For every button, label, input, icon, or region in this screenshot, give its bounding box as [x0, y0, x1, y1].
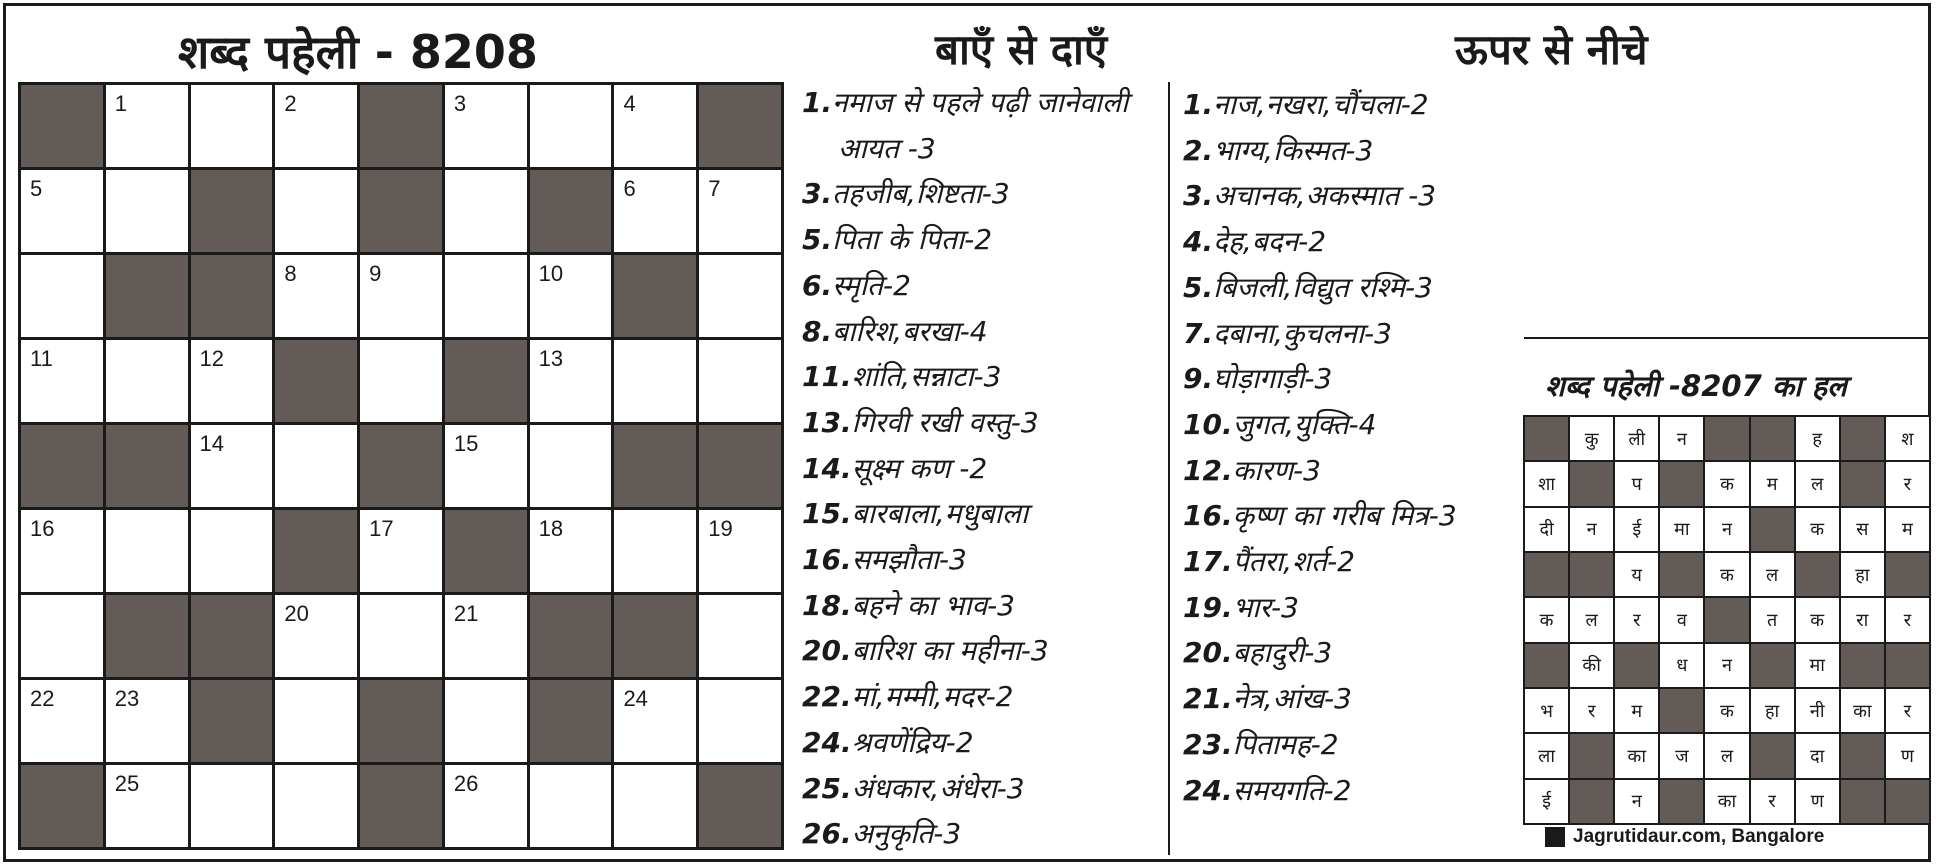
- clue-number: 10.: [1183, 407, 1233, 441]
- cell-number: 12: [199, 346, 225, 371]
- clue-number: 1.: [1183, 88, 1214, 121]
- down-clue-list: [1183, 82, 1513, 813]
- across-clue: [802, 766, 1164, 812]
- cell-number: 20: [284, 601, 309, 626]
- cell-number: 7: [708, 176, 721, 201]
- clue-text: जुगत,युक्ति-4: [1232, 407, 1377, 441]
- clue-text: मां,मम्मी,मदर-2: [851, 680, 1014, 714]
- clue-number: 16.: [802, 543, 852, 577]
- solution-cell: हा: [1751, 689, 1794, 732]
- solution-black-cell: [1525, 553, 1568, 596]
- clue-number: 2.: [1183, 133, 1214, 167]
- solution-cell: का: [1841, 689, 1884, 732]
- clue-number: 24.: [802, 725, 852, 759]
- clue-text: नेत्र,आंख-3: [1232, 682, 1352, 716]
- grid-cell[interactable]: [191, 510, 273, 592]
- black-cell: [445, 510, 527, 592]
- grid-cell[interactable]: [106, 510, 188, 592]
- solution-cell: श: [1886, 417, 1929, 460]
- down-clue: [1183, 311, 1513, 357]
- solution-cell: कु: [1570, 417, 1613, 460]
- grid-cell[interactable]: [191, 340, 273, 422]
- grid-cell[interactable]: [275, 255, 357, 337]
- solution-cell: ह: [1796, 417, 1839, 460]
- solution-divider: [1524, 337, 1930, 339]
- clue-number: 24.: [1183, 773, 1233, 807]
- across-clue: [802, 400, 1164, 446]
- solution-cell: ई: [1525, 780, 1568, 823]
- grid-cell[interactable]: [360, 510, 442, 592]
- solution-cell: न: [1705, 644, 1748, 687]
- solution-black-cell: [1660, 780, 1703, 823]
- black-cell: [21, 85, 103, 167]
- grid-cell[interactable]: [191, 425, 273, 507]
- cell-number: 9: [369, 261, 382, 286]
- solution-cell: क: [1705, 553, 1748, 596]
- clue-number: 6.: [802, 268, 833, 302]
- clue-number: 23.: [1183, 727, 1233, 761]
- solution-cell: ध: [1660, 644, 1703, 687]
- down-clue: [1183, 493, 1513, 539]
- grid-cell[interactable]: [445, 680, 527, 762]
- black-cell: [191, 595, 273, 677]
- solution-cell: मा: [1796, 644, 1839, 687]
- clue-number: 1.: [802, 86, 833, 119]
- solution-cell: न: [1705, 508, 1748, 551]
- solution-title: शब्द पहेली -8207 का हल: [1545, 369, 1847, 403]
- across-clue-list: [802, 80, 1164, 857]
- clue-text: नमाज से पहले पढ़ी जानेवाली: [832, 86, 1129, 119]
- clue-number: 20.: [802, 634, 852, 668]
- solution-black-cell: [1615, 644, 1658, 687]
- solution-cell: र: [1570, 689, 1613, 732]
- grid-cell[interactable]: [445, 595, 527, 677]
- solution-black-cell: [1525, 417, 1568, 460]
- grid-cell[interactable]: [21, 255, 103, 337]
- grid-cell[interactable]: [530, 340, 612, 422]
- black-cell: [360, 765, 442, 847]
- solution-cell: दा: [1796, 734, 1839, 777]
- across-clue: [802, 263, 1164, 309]
- across-clue: [802, 446, 1164, 492]
- solution-cell: का: [1705, 780, 1748, 823]
- clue-text: देह,बदन-2: [1213, 225, 1327, 259]
- grid-cell[interactable]: [21, 170, 103, 252]
- clue-number: 5.: [802, 223, 833, 257]
- solution-cell: ली: [1615, 417, 1658, 460]
- grid-cell[interactable]: [106, 765, 188, 847]
- across-clue: [802, 354, 1164, 400]
- grid-cell[interactable]: [106, 170, 188, 252]
- solution-black-cell: [1751, 644, 1794, 687]
- down-clue: [1183, 448, 1513, 494]
- solution-cell: र: [1886, 462, 1929, 505]
- grid-cell[interactable]: [360, 255, 442, 337]
- clue-number: 17.: [1183, 545, 1233, 579]
- solution-cell: रा: [1841, 598, 1884, 641]
- solution-cell: म: [1751, 462, 1794, 505]
- clue-text: पिता के पिता-2: [832, 223, 993, 257]
- grid-cell[interactable]: [614, 340, 696, 422]
- grid-cell[interactable]: [275, 170, 357, 252]
- solution-black-cell: [1841, 734, 1884, 777]
- grid-cell[interactable]: [614, 680, 696, 762]
- down-clue: [1183, 128, 1513, 174]
- across-clue: [802, 80, 1164, 171]
- grid-cell[interactable]: [106, 85, 188, 167]
- solution-cell: नी: [1796, 689, 1839, 732]
- clue-number: 3.: [1183, 179, 1214, 213]
- clue-number: 4.: [1183, 225, 1214, 259]
- across-clue: [802, 674, 1164, 720]
- solution-black-cell: [1886, 780, 1929, 823]
- clue-number: 11.: [802, 360, 852, 394]
- grid-cell[interactable]: [360, 340, 442, 422]
- cell-number: 22: [30, 686, 55, 711]
- cell-number: 15: [453, 431, 479, 456]
- clue-text: श्रवणेंद्रिय-2: [851, 725, 974, 759]
- grid-cell[interactable]: [275, 680, 357, 762]
- clue-number: 25.: [802, 771, 852, 805]
- solution-black-cell: [1660, 553, 1703, 596]
- grid-cell[interactable]: [614, 85, 696, 167]
- solution-black-cell: [1525, 644, 1568, 687]
- black-cell: [530, 595, 612, 677]
- black-cell: [360, 425, 442, 507]
- cell-number: 14: [199, 431, 225, 456]
- solution-cell: मा: [1660, 508, 1703, 551]
- clue-number: 18.: [802, 588, 852, 622]
- cell-number: 1: [114, 91, 128, 116]
- clue-number: 15.: [802, 497, 852, 531]
- across-clue: [802, 491, 1164, 537]
- down-clue: [1183, 630, 1513, 676]
- cell-number: 3: [453, 91, 467, 116]
- grid-cell[interactable]: [191, 765, 273, 847]
- clue-text: अचानक,अकस्मात -3: [1213, 179, 1437, 213]
- black-cell: [21, 425, 103, 507]
- clue-text: बहादुरी-3: [1232, 636, 1333, 670]
- black-cell: [614, 425, 696, 507]
- black-cell: [530, 680, 612, 762]
- clue-text: घोड़ागाड़ी-3: [1213, 362, 1333, 396]
- solution-grid: [1523, 415, 1931, 825]
- solution-cell: प: [1615, 462, 1658, 505]
- clue-number: 26.: [802, 817, 852, 851]
- solution-cell: न: [1570, 508, 1613, 551]
- grid-cell[interactable]: [21, 510, 103, 592]
- grid-cell[interactable]: [445, 765, 527, 847]
- grid-cell[interactable]: [275, 765, 357, 847]
- solution-cell: र: [1751, 780, 1794, 823]
- across-clue: [802, 309, 1164, 355]
- solution-black-cell: [1705, 598, 1748, 641]
- clue-text: स्मृति-2: [832, 268, 911, 302]
- black-cell: [699, 425, 781, 507]
- black-cell: [191, 170, 273, 252]
- grid-cell[interactable]: [21, 340, 103, 422]
- clue-text: अंधकार,अंधेरा-3: [851, 771, 1025, 805]
- clue-text: समझौता-3: [851, 543, 967, 577]
- solution-cell: क: [1525, 598, 1568, 641]
- clue-text: पितामह-2: [1232, 727, 1339, 761]
- solution-cell: ण: [1796, 780, 1839, 823]
- clue-text: कारण-3: [1232, 453, 1321, 487]
- clue-number: 13.: [802, 405, 852, 439]
- black-cell: [445, 340, 527, 422]
- grid-cell[interactable]: [530, 85, 612, 167]
- clue-text: बिजली,विद्युत रश्मि-3: [1213, 270, 1433, 304]
- black-cell: [21, 765, 103, 847]
- clue-text: बारबाला,मधुबाला: [851, 497, 1029, 531]
- clue-text: पैंतरा,शर्त-2: [1232, 545, 1355, 579]
- solution-cell: र: [1886, 689, 1929, 732]
- crossword-grid: [18, 82, 784, 850]
- solution-cell: न: [1660, 417, 1703, 460]
- cell-number: 16: [30, 516, 55, 541]
- across-clue: [802, 171, 1164, 217]
- solution-cell: य: [1615, 553, 1658, 596]
- down-clue: [1183, 82, 1513, 128]
- grid-cell[interactable]: [445, 170, 527, 252]
- solution-black-cell: [1660, 689, 1703, 732]
- solution-cell: शा: [1525, 462, 1568, 505]
- black-cell: [530, 170, 612, 252]
- down-clue: [1183, 768, 1513, 814]
- clue-number: 16.: [1183, 499, 1233, 533]
- solution-cell: क: [1796, 598, 1839, 641]
- solution-black-cell: [1660, 462, 1703, 505]
- down-clue: [1183, 402, 1513, 448]
- clue-divider: [1168, 82, 1170, 855]
- grid-cell[interactable]: [191, 85, 273, 167]
- solution-cell: क: [1705, 689, 1748, 732]
- black-cell: [106, 425, 188, 507]
- grid-cell[interactable]: [275, 595, 357, 677]
- puzzle-title: शब्द पहेली - 8208: [178, 25, 538, 79]
- solution-black-cell: [1841, 417, 1884, 460]
- solution-cell: ला: [1525, 734, 1568, 777]
- solution-cell: की: [1570, 644, 1613, 687]
- clue-text: बारिश,बरखा-4: [832, 314, 988, 348]
- cell-number: 6: [623, 176, 636, 201]
- cell-number: 17: [369, 516, 394, 541]
- grid-cell[interactable]: [530, 425, 612, 507]
- clue-text: नाज,नखरा,चौंचला-2: [1213, 88, 1429, 121]
- solution-black-cell: [1570, 734, 1613, 777]
- solution-cell: का: [1615, 734, 1658, 777]
- solution-cell: दी: [1525, 508, 1568, 551]
- across-clue: [802, 720, 1164, 766]
- solution-cell: म: [1615, 689, 1658, 732]
- clue-number: 9.: [1183, 362, 1214, 396]
- clue-number: 3.: [802, 177, 833, 211]
- solution-cell: व: [1660, 598, 1703, 641]
- across-clue: [802, 583, 1164, 629]
- black-cell: [360, 680, 442, 762]
- clue-text: बारिश का महीना-3: [851, 634, 1049, 668]
- solution-cell: ल: [1570, 598, 1613, 641]
- clue-text: कृष्ण का गरीब मित्र-3: [1232, 499, 1457, 533]
- clue-text: शांति,सन्नाटा-3: [851, 360, 1002, 394]
- clue-text: बहने का भाव-3: [851, 588, 1015, 622]
- cell-number: 13: [538, 346, 564, 371]
- credit-square-icon: [1545, 827, 1565, 847]
- black-cell: [106, 595, 188, 677]
- solution-cell: र: [1615, 598, 1658, 641]
- down-clue: [1183, 539, 1513, 585]
- clue-text: तहजीब,शिष्टता-3: [832, 177, 1010, 211]
- down-clue: [1183, 173, 1513, 219]
- solution-black-cell: [1841, 644, 1884, 687]
- across-clue: [802, 537, 1164, 583]
- black-cell: [191, 680, 273, 762]
- cell-number: 8: [284, 261, 297, 286]
- black-cell: [699, 765, 781, 847]
- cell-number: 25: [114, 771, 140, 796]
- down-clue: [1183, 265, 1513, 311]
- credit-text: Jagrutidaur.com, Bangalore: [1573, 826, 1825, 847]
- solution-black-cell: [1751, 508, 1794, 551]
- clue-text: समयगति-2: [1232, 773, 1352, 807]
- clue-number: 21.: [1183, 682, 1233, 716]
- solution-cell: ल: [1796, 462, 1839, 505]
- clue-text: गिरवी रखी वस्तु-3: [851, 405, 1039, 439]
- clue-number: 5.: [1183, 270, 1214, 304]
- down-clue: [1183, 676, 1513, 722]
- clue-text: सूक्ष्म कण -2: [851, 451, 988, 485]
- solution-black-cell: [1841, 780, 1884, 823]
- cell-number: 10: [538, 261, 564, 286]
- cell-number: 11: [30, 346, 53, 371]
- clue-text: अनुकृति-3: [851, 817, 962, 851]
- solution-black-cell: [1570, 553, 1613, 596]
- grid-cell[interactable]: [360, 595, 442, 677]
- clue-text: भाग्य,किस्मत-3: [1213, 133, 1374, 167]
- solution-cell: ल: [1751, 553, 1794, 596]
- black-cell: [614, 255, 696, 337]
- grid-cell[interactable]: [699, 595, 781, 677]
- black-cell: [699, 85, 781, 167]
- solution-cell: क: [1796, 508, 1839, 551]
- solution-black-cell: [1886, 553, 1929, 596]
- grid-cell[interactable]: [614, 510, 696, 592]
- grid-cell[interactable]: [21, 595, 103, 677]
- clue-number: 7.: [1183, 316, 1214, 350]
- solution-black-cell: [1570, 462, 1613, 505]
- solution-cell: स: [1841, 508, 1884, 551]
- cell-number: 18: [538, 516, 564, 541]
- grid-cell[interactable]: [699, 170, 781, 252]
- grid-cell[interactable]: [530, 255, 612, 337]
- solution-black-cell: [1751, 417, 1794, 460]
- clue-number: 22.: [802, 680, 852, 714]
- solution-black-cell: [1841, 462, 1884, 505]
- grid-cell[interactable]: [106, 680, 188, 762]
- cell-number: 19: [708, 516, 733, 541]
- grid-cell[interactable]: [699, 680, 781, 762]
- across-clue: [802, 217, 1164, 263]
- clue-number: 20.: [1183, 636, 1233, 670]
- down-clue: [1183, 356, 1513, 402]
- solution-cell: न: [1615, 780, 1658, 823]
- solution-black-cell: [1570, 780, 1613, 823]
- solution-black-cell: [1886, 644, 1929, 687]
- clue-text-continued: आयत -3: [838, 131, 936, 165]
- black-cell: [360, 170, 442, 252]
- cell-number: 4: [623, 91, 636, 116]
- grid-cell[interactable]: [699, 255, 781, 337]
- cell-number: 24: [623, 686, 648, 711]
- solution-cell: ल: [1705, 734, 1748, 777]
- across-clue: [802, 811, 1164, 857]
- clue-number: 14.: [802, 451, 852, 485]
- solution-cell: ज: [1660, 734, 1703, 777]
- solution-cell: त: [1751, 598, 1794, 641]
- clue-number: 19.: [1183, 590, 1233, 624]
- down-clue: [1183, 722, 1513, 768]
- grid-cell[interactable]: [530, 765, 612, 847]
- down-clue: [1183, 219, 1513, 265]
- down-clue: [1183, 585, 1513, 631]
- black-cell: [614, 595, 696, 677]
- solution-black-cell: [1796, 553, 1839, 596]
- solution-black-cell: [1705, 417, 1748, 460]
- solution-cell: भ: [1525, 689, 1568, 732]
- grid-cell[interactable]: [445, 85, 527, 167]
- black-cell: [275, 510, 357, 592]
- grid-cell[interactable]: [614, 765, 696, 847]
- cell-number: 23: [114, 686, 140, 711]
- solution-cell: ई: [1615, 508, 1658, 551]
- grid-cell[interactable]: [106, 340, 188, 422]
- solution-cell: ण: [1886, 734, 1929, 777]
- cell-number: 2: [284, 91, 297, 116]
- grid-cell[interactable]: [699, 340, 781, 422]
- clue-number: 12.: [1183, 453, 1233, 487]
- credit-line: [1545, 826, 1824, 848]
- black-cell: [360, 85, 442, 167]
- grid-cell[interactable]: [530, 510, 612, 592]
- solution-black-cell: [1751, 734, 1794, 777]
- cell-number: 26: [453, 771, 479, 796]
- solution-cell: हा: [1841, 553, 1884, 596]
- across-clue: [802, 628, 1164, 674]
- across-heading: बाएँ से दाएँ: [935, 25, 1108, 74]
- grid-cell[interactable]: [275, 85, 357, 167]
- grid-cell[interactable]: [275, 425, 357, 507]
- cell-number: 5: [30, 176, 43, 201]
- clue-number: 8.: [802, 314, 833, 348]
- solution-cell: र: [1886, 598, 1929, 641]
- grid-cell[interactable]: [21, 680, 103, 762]
- grid-cell[interactable]: [445, 425, 527, 507]
- grid-cell[interactable]: [699, 510, 781, 592]
- clue-text: दबाना,कुचलना-3: [1213, 316, 1392, 350]
- grid-cell[interactable]: [445, 255, 527, 337]
- black-cell: [106, 255, 188, 337]
- grid-cell[interactable]: [614, 170, 696, 252]
- black-cell: [191, 255, 273, 337]
- down-heading: ऊपर से नीचे: [1455, 25, 1648, 74]
- solution-cell: क: [1705, 462, 1748, 505]
- cell-number: 21: [453, 601, 479, 626]
- solution-cell: म: [1886, 508, 1929, 551]
- clue-text: भार-3: [1232, 590, 1299, 624]
- black-cell: [275, 340, 357, 422]
